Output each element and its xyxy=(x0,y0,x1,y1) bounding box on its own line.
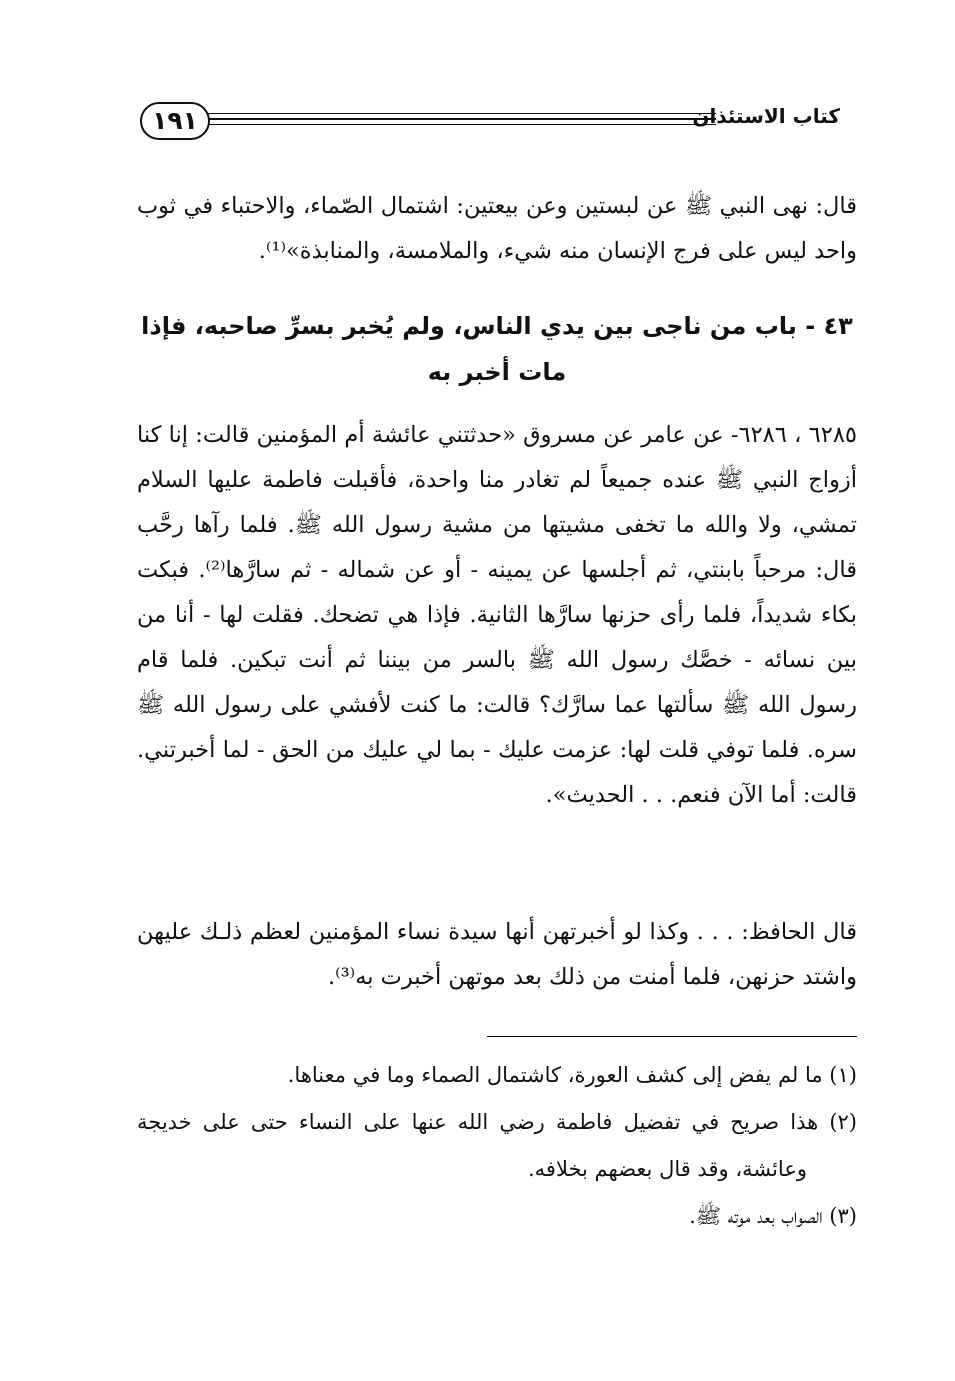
book-title: كتاب الاستئذان xyxy=(692,104,840,128)
footnotes xyxy=(137,1052,857,1240)
running-header xyxy=(140,100,840,144)
header-rule xyxy=(208,118,716,120)
header-rule xyxy=(208,124,716,125)
header-rule xyxy=(208,113,716,114)
hadith-paragraph: ٦٢٨٥ ، ٦٢٨٦- عن عامر عن مسروق «حدثتني عائشة أم المؤمنين قالت: إنا كنا أزواج النبي ﷺ عنده جميعاً لم تغادر منا واحدة، فأقبلت فاطمة عليها السلام تمشي، ولا والله ما تخفى مشيتها من مشية رسول الله ﷺ. فلما رآها رحَّب قال: مرحباً بابنتي، ثم أجلسها عن يمينه - أو عن شماله - ثم سارَّها⁽²⁾. فبكت بكاء شديداً، فلما رأى حزنها سارَّها الثانية. فإذا هي تضحك. فقلت لها - أنا من بين نسائه - خصَّك رسول الله ﷺ بالسر من بيننا ثم أنت تبكين. فلما قام رسول الله ﷺ سألتها عما سارَّك؟ قالت: ما كنت لأفشي على رسول الله ﷺ سره. فلما توفي قلت لها: عزمت عليك - بما لي عليك من الحق - لما أخبرتني. قالت: أما الآن فنعم. . . الحديث». xyxy=(137,422,857,808)
footnote-1: (١) ما لم يفض إلى كشف العورة، كاشتمال الصماء وما في معناها. xyxy=(287,1063,857,1087)
intro-paragraph: قال: نهى النبي ﷺ عن لبستين وعن بيعتين: اشتمال الصّماء، والاحتباء في ثوب واحد ليس على فرج الإنسان منه شيء، والملامسة، والمنابذة»⁽¹⁾. xyxy=(137,193,857,264)
footnote-separator xyxy=(487,1036,857,1037)
footnote-3: (٣) الصواب بعد موته ﷺ. xyxy=(689,1204,857,1228)
chapter-heading: ٤٣ - باب من ناجى بين يدي الناس، ولم يُخبر بسرِّ صاحبه، فإذا مات أخبر به xyxy=(141,312,853,386)
hafiz-commentary-paragraph: قال الحافظ: . . . وكذا لو أخبرتهن أنها سيدة نساء المؤمنين لعظم ذلـك عليهن واشتد حزنهن، فلما أمنت من ذلك بعد موتهن أخبرت به⁽³⁾. xyxy=(137,919,857,990)
page-number-badge: ١٩١ xyxy=(140,102,210,140)
footnote-2: (٢) هذا صريح في تفضيل فاطمة رضي الله عنها على النساء حتى على خديجة وعائشة، وقد قال بعضهم بخلافه. xyxy=(137,1110,857,1181)
